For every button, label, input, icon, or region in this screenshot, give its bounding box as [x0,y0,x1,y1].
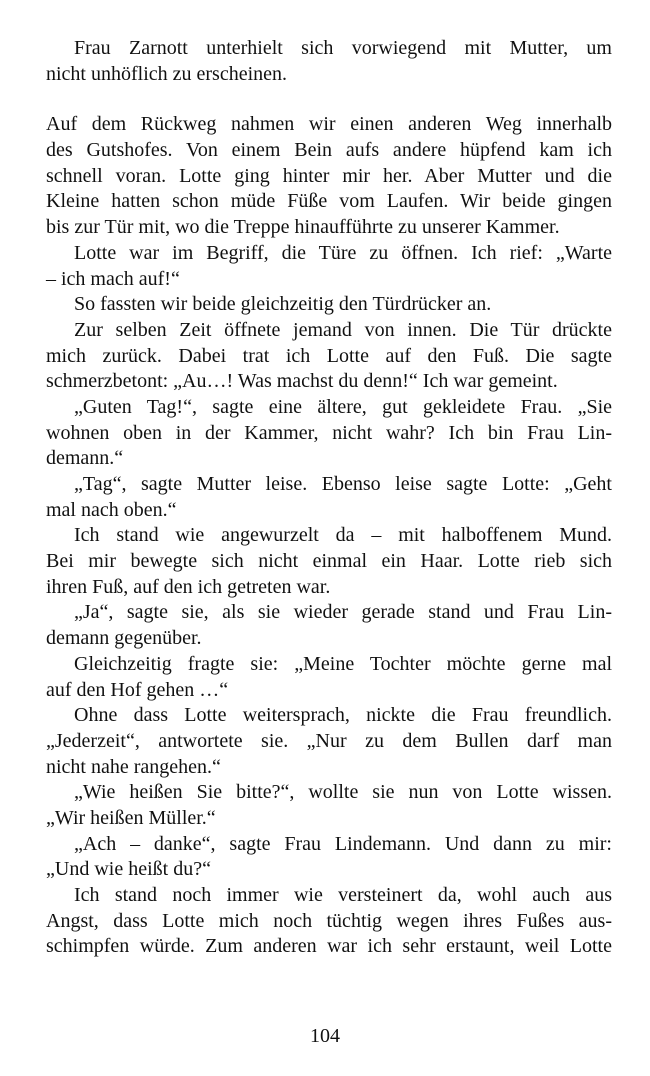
text-line: schmerzbetont: „Au…! Was machst du denn!“ Ich war gemeint. [46,370,558,393]
text-line: Zur selben Zeit öffnete jemand von innen. Die Tür drückte [74,318,612,341]
text-line: mal nach oben.“ [46,498,177,521]
text-line: Ich stand wie angewurzelt da – mit halboffenem Mund. [74,524,612,547]
text-line: Frau Zarnott unterhielt sich vorwiegend mit Mutter, um [74,37,612,59]
text-line: „Guten Tag!“, sagte eine ältere, gut gekleidete Frau. „Sie [74,395,612,418]
text-line: ihren Fuß, auf den ich getreten war. [46,575,331,598]
text-line: Bei mir bewegte sich nicht einmal ein Haar. Lotte rieb sich [46,550,612,573]
text-line: schnell voran. Lotte ging hinter mir her. Aber Mutter und die [46,164,612,187]
text-line: mich zurück. Dabei trat ich Lotte auf den Fuß. Die sagte [46,344,612,367]
text-line: Kleine hatten schon müde Füße vom Laufen. Wir beide gingen [46,190,612,213]
text-line: demann gegenüber. [46,627,202,650]
text-line: schimpfen würde. Zum anderen war ich sehr erstaunt, weil Lotte [46,935,612,958]
text-line: Auf dem Rückweg nahmen wir einen anderen Weg innerhalb [46,113,612,136]
text-line: nicht unhöflich zu erscheinen. [46,62,288,85]
text-line: Angst, dass Lotte mich noch tüchtig wegen ihres Fußes aus- [46,909,612,932]
text-line: Lotte war im Begriff, die Türe zu öffnen. Ich rief: „Warte [74,241,612,264]
paragraph-gap [46,87,612,112]
text-line: demann.“ [46,447,124,470]
body-text [46,36,612,960]
text-line: des Gutshofes. Von einem Bein aufs andere hüpfend kam ich [46,139,612,162]
text-line: „Ach – danke“, sagte Frau Lindemann. Und dann zu mir: [74,832,612,855]
text-line: „Jederzeit“, antwortete sie. „Nur zu dem Bullen darf man [46,729,612,752]
text-line: nicht nahe rangehen.“ [46,755,221,778]
text-line: auf den Hof gehen …“ [46,678,229,701]
text-line: So fassten wir beide gleichzeitig den Türdrücker an. [74,293,492,316]
text-line: – ich mach auf!“ [46,267,180,290]
text-line: wohnen oben in der Kammer, nicht wahr? Ich bin Frau Lin- [46,421,612,444]
text-line: bis zur Tür mit, wo die Treppe hinaufführte zu unserer Kammer. [46,216,560,239]
text-line: „Ja“, sagte sie, als sie wieder gerade stand und Frau Lin- [74,601,612,624]
text-line: „Wir heißen Müller.“ [46,806,216,829]
text-line: „Tag“, sagte Mutter leise. Ebenso leise sagte Lotte: „Geht [74,473,612,495]
text-line: „Und wie heißt du?“ [46,858,211,881]
text-line: Ich stand noch immer wie versteinert da, wohl auch aus [74,884,612,906]
text-line: Gleichzeitig fragte sie: „Meine Tochter möchte gerne mal [74,652,612,675]
text-line: Ohne dass Lotte weitersprach, nickte die Frau freundlich. [74,704,612,727]
text-line: „Wie heißen Sie bitte?“, wollte sie nun von Lotte wissen. [74,781,612,804]
page-number: 104 [310,1025,340,1047]
